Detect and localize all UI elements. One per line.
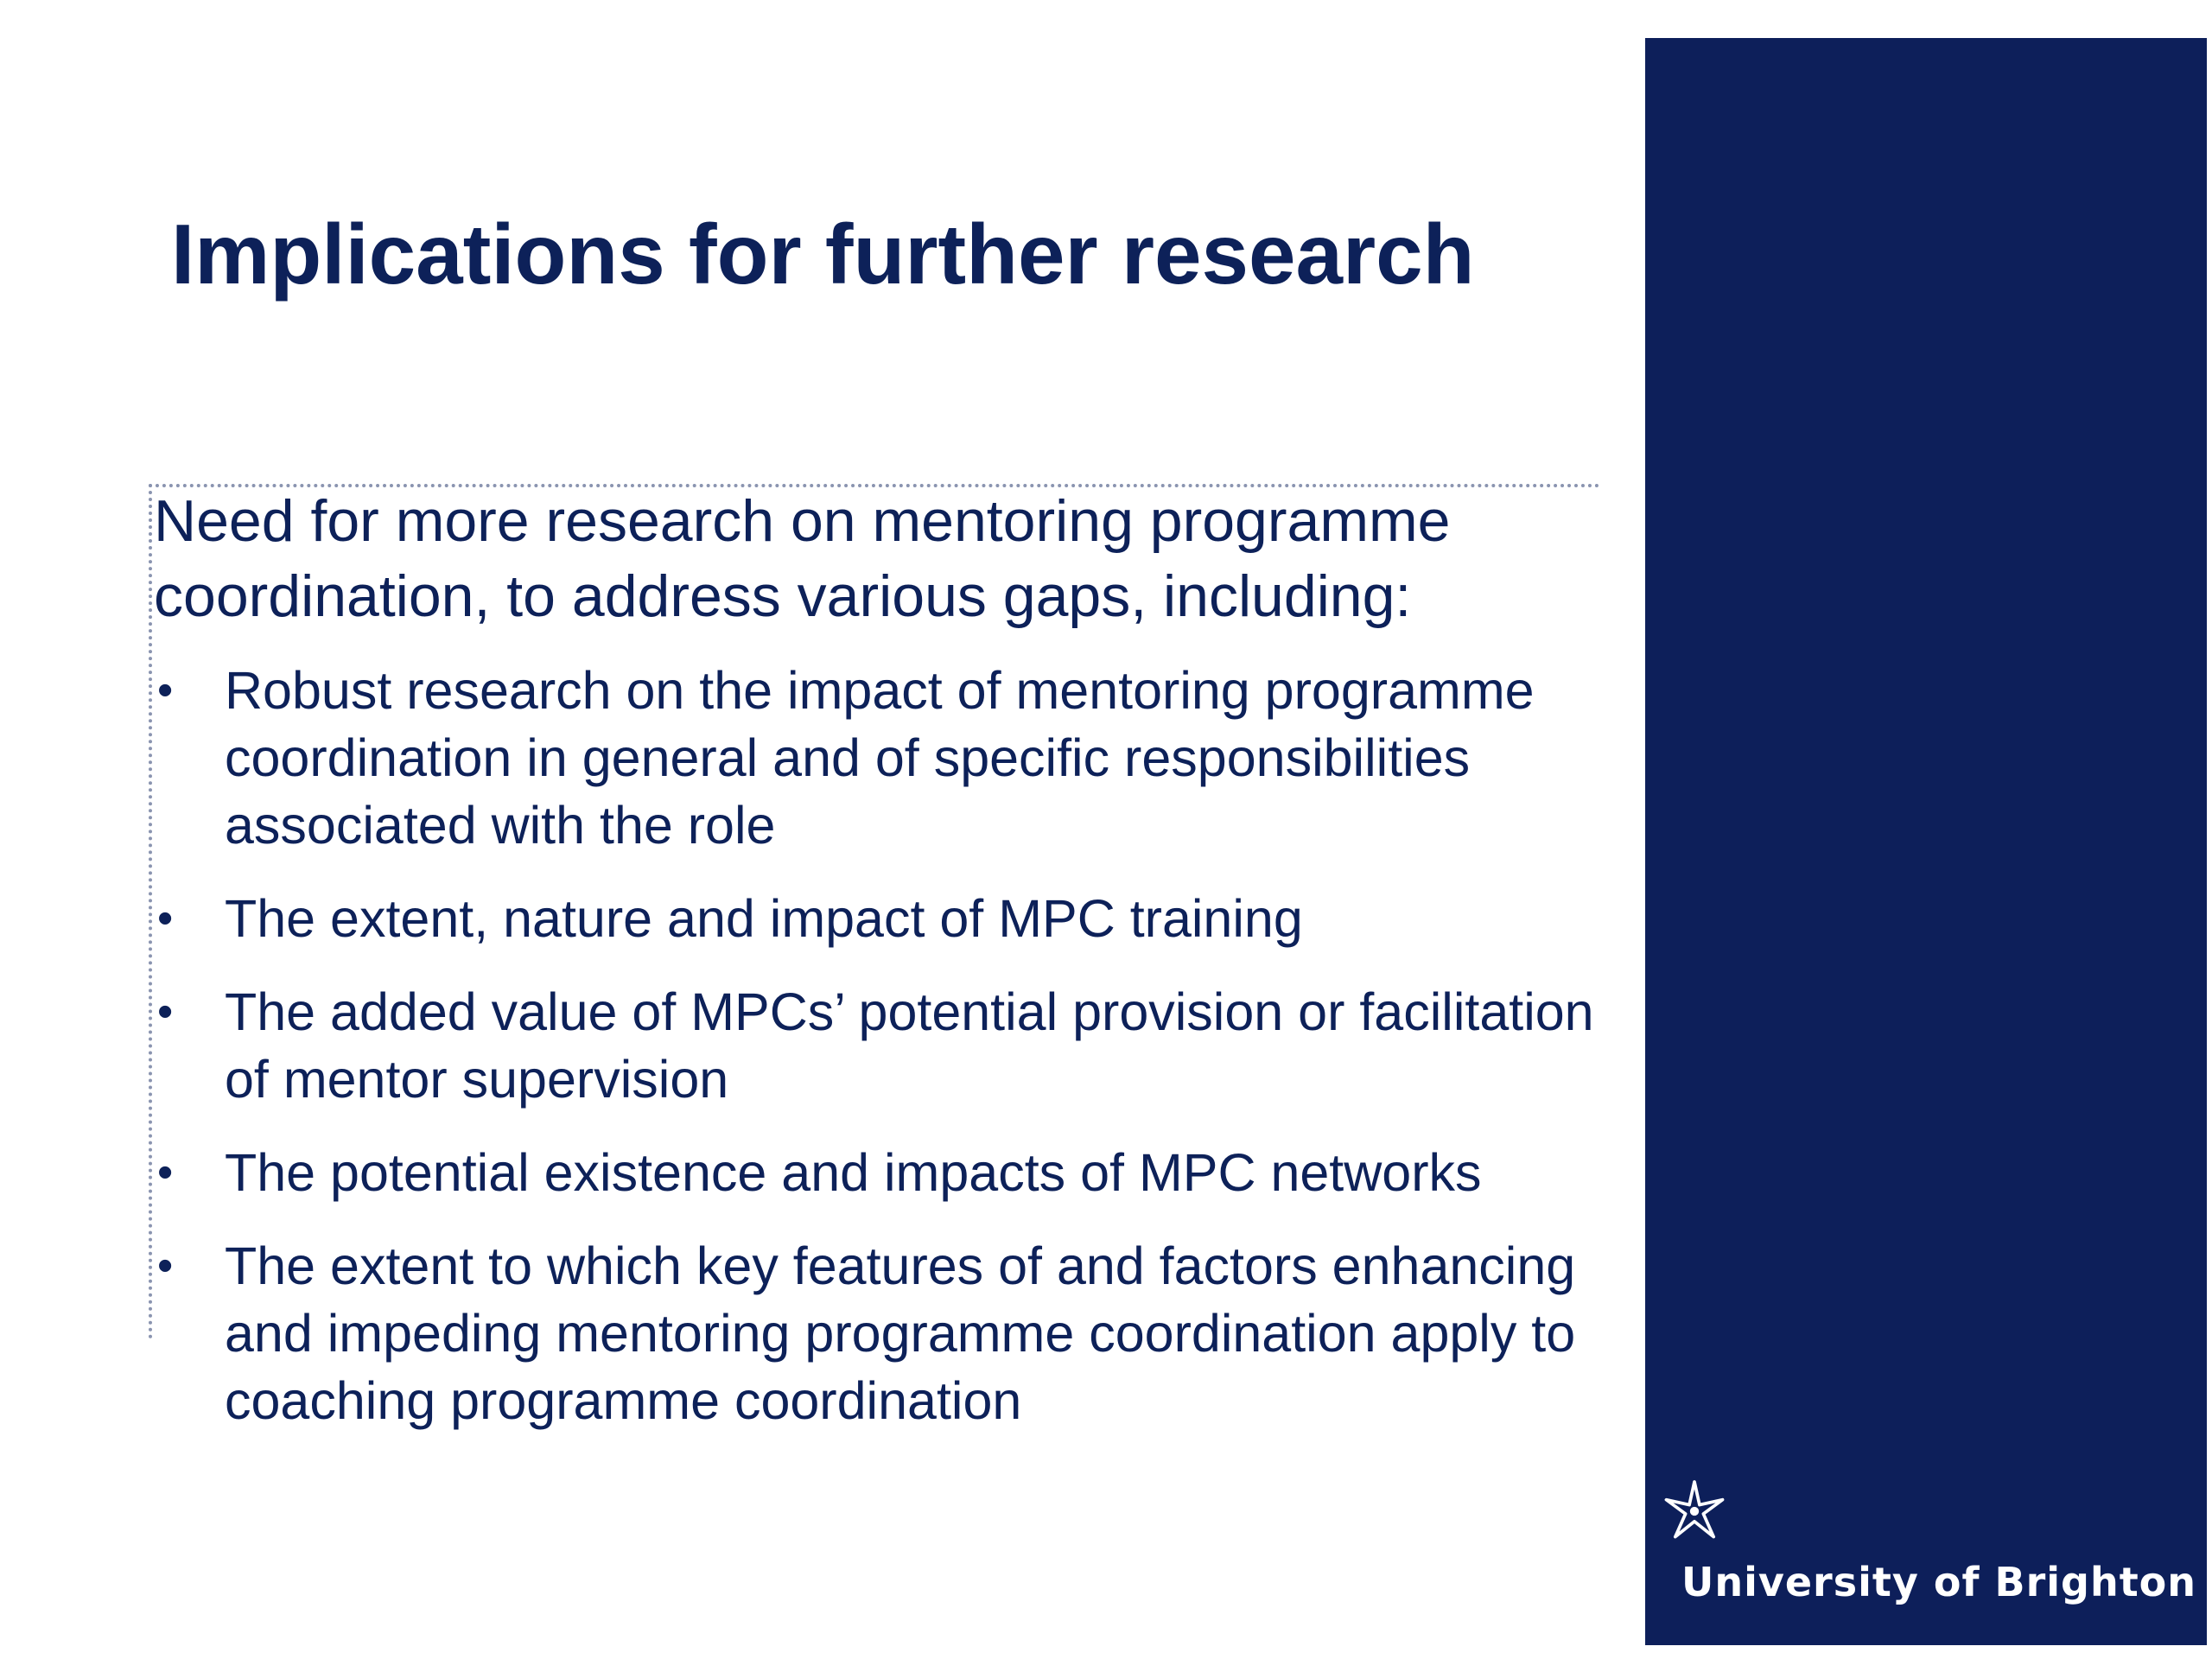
university-logo-text: University of Brighton <box>1681 1559 2197 1605</box>
bullet-text: The potential existence and impacts of MPC networks <box>225 1143 1482 1202</box>
list-item <box>154 657 1640 859</box>
list-item <box>154 1232 1640 1434</box>
bullet-text: The extent, nature and impact of MPC training <box>225 889 1303 948</box>
list-item <box>154 885 1640 952</box>
bullet-text: The extent to which key features of and factors enhancing and impeding mentoring programme coordination apply to coaching programme coordination <box>225 1236 1576 1430</box>
star-icon <box>1662 1479 1726 1543</box>
intro-text: Need for more research on mentoring programme coordination, to address various gaps, including: <box>154 488 1451 629</box>
bullet-dot-icon: • <box>157 1241 174 1291</box>
bullet-text: Robust research on the impact of mentoring programme coordination in general and of specific responsibilities associated with the role <box>225 661 1535 855</box>
bullet-dot-icon: • <box>157 987 174 1037</box>
slide-title: Implications for further research <box>171 207 1475 302</box>
bullet-dot-icon: • <box>157 1147 174 1198</box>
bullet-list <box>154 657 1640 1460</box>
list-item <box>154 1139 1640 1206</box>
bullet-dot-icon: • <box>157 665 174 715</box>
brand-side-panel <box>1645 38 2207 1645</box>
bullet-dot-icon: • <box>157 893 174 944</box>
bullet-text: The added value of MPCs’ potential provision or facilitation of mentor supervision <box>225 982 1594 1109</box>
list-item <box>154 978 1640 1113</box>
